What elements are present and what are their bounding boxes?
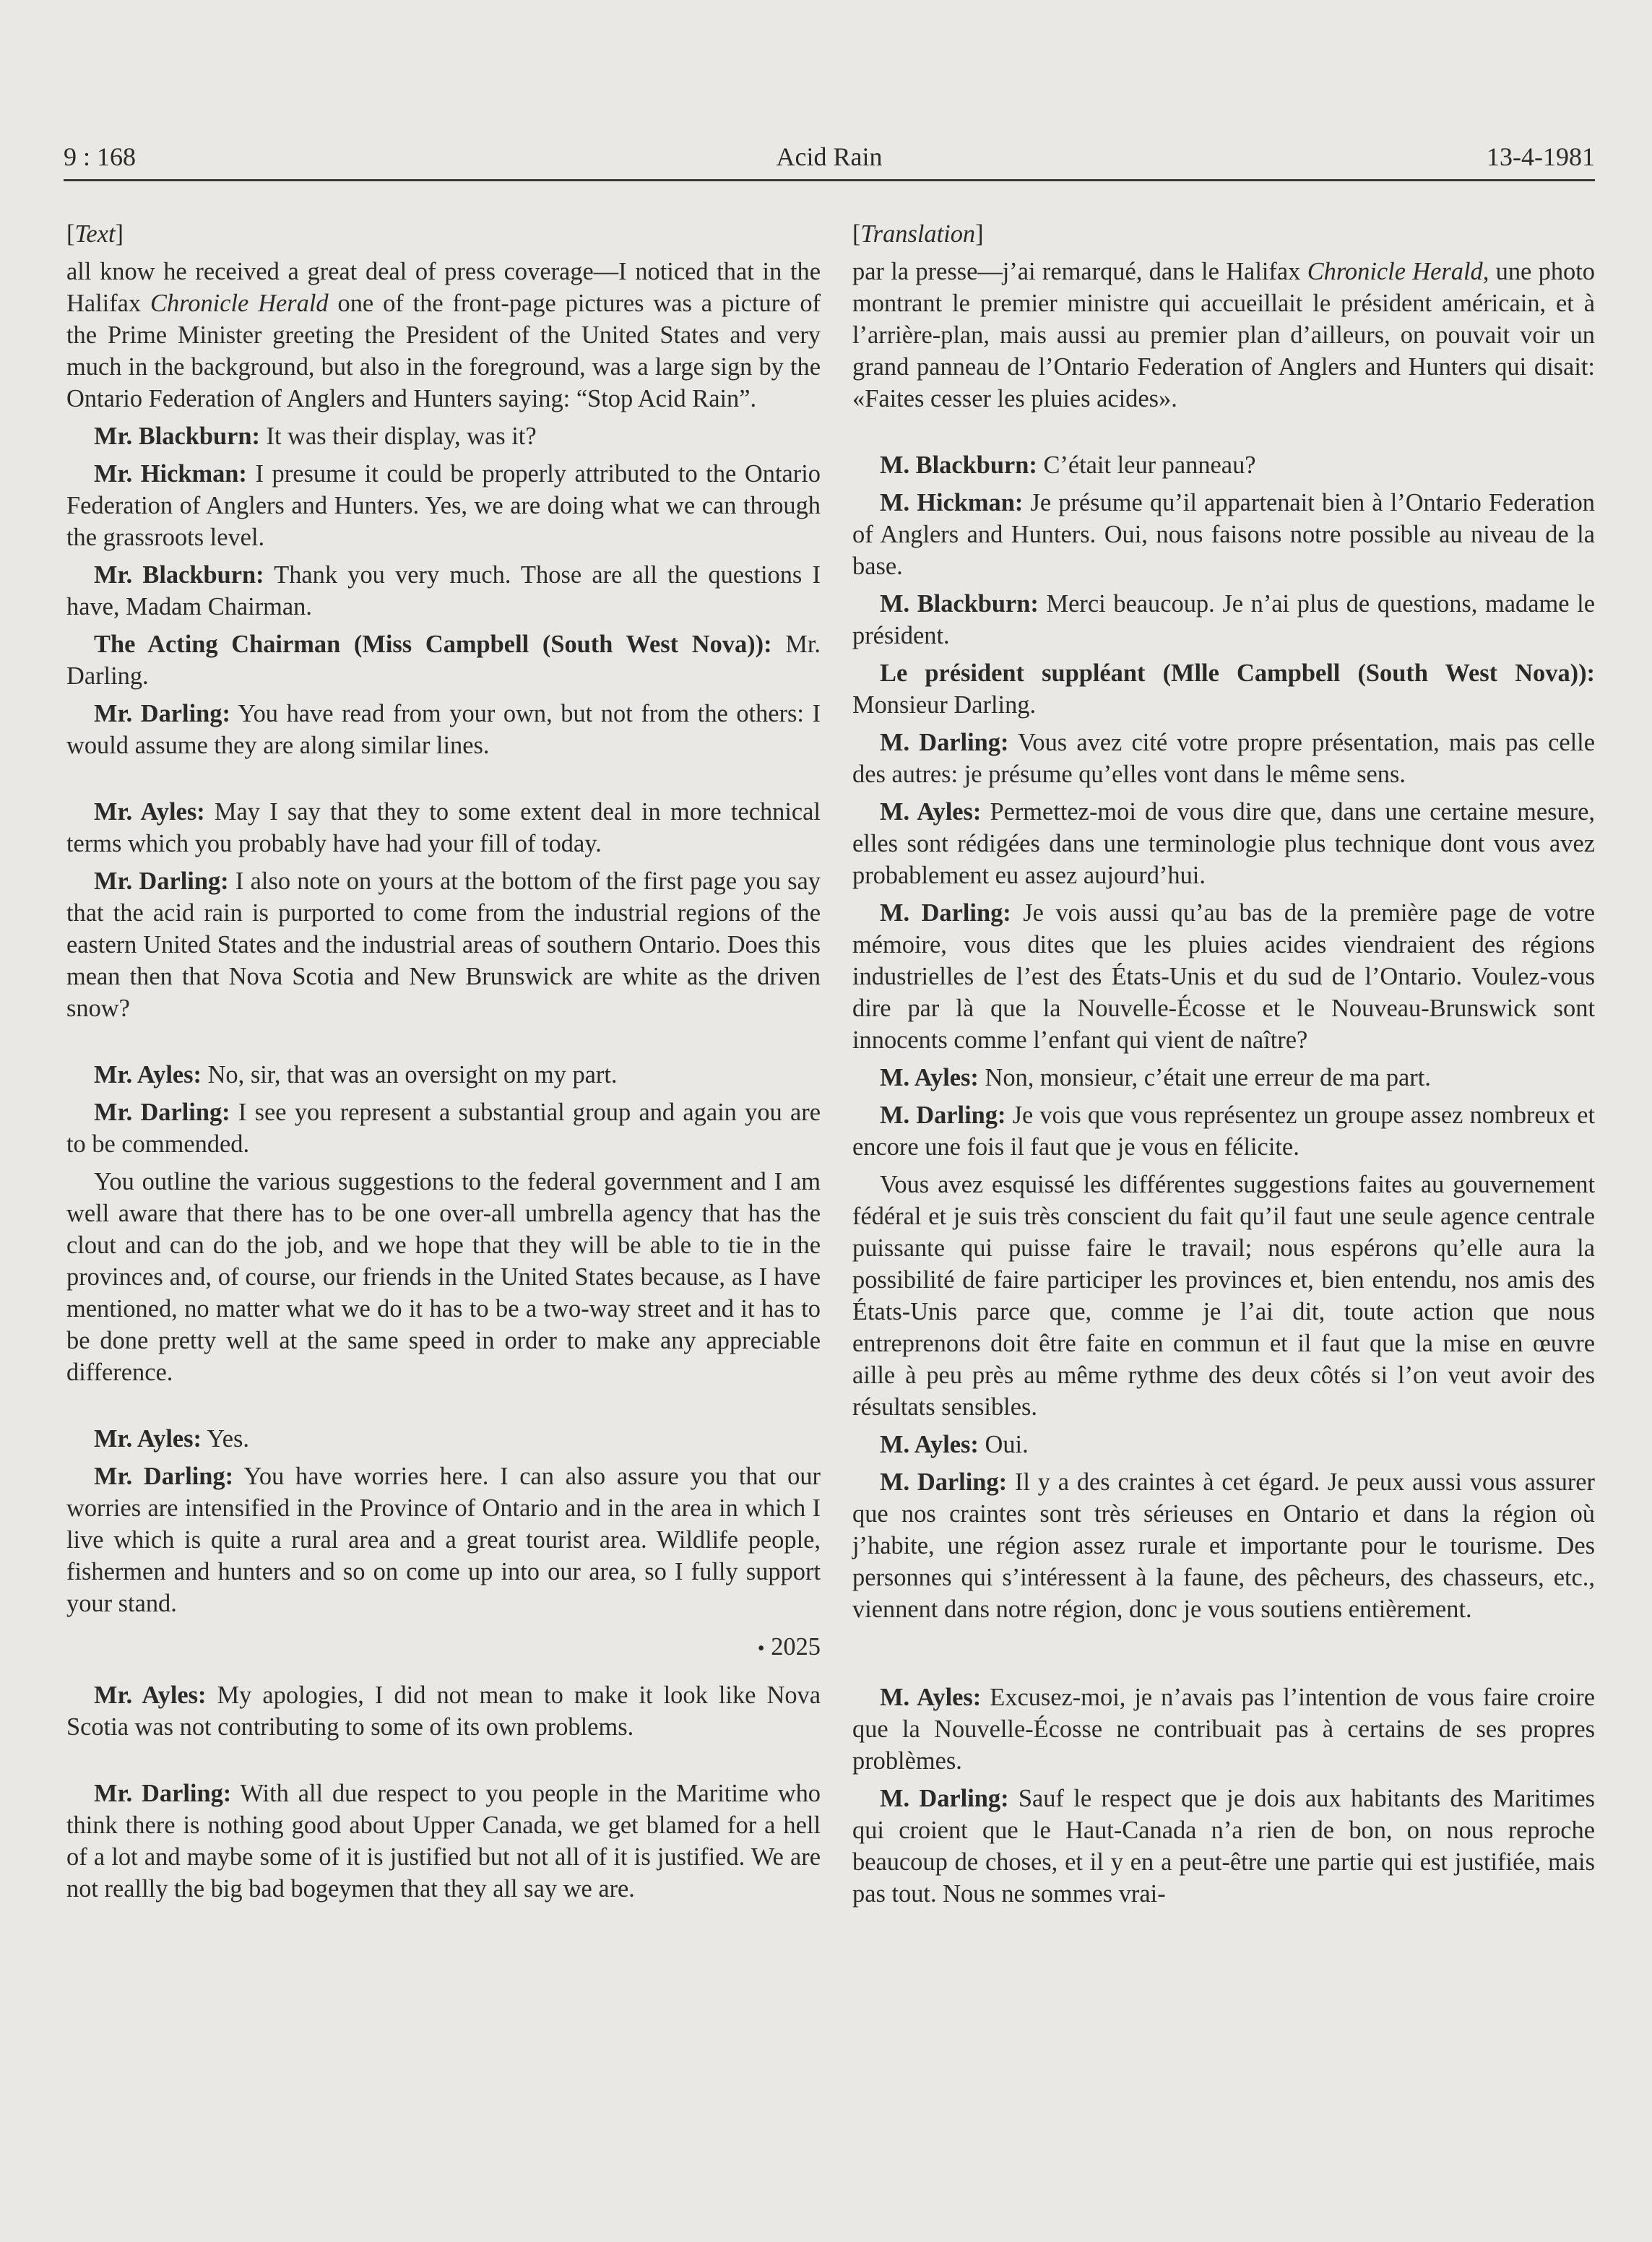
page-number: 9 : 168 <box>64 142 137 171</box>
newspaper-name: Chronicle Herald, <box>1307 258 1489 285</box>
speech-paragraph <box>66 1778 821 1905</box>
speaker-name: M. Ayles: <box>880 1684 982 1711</box>
speech-paragraph <box>852 449 1595 481</box>
page-title: Acid Rain <box>776 142 883 171</box>
time-value: 2025 <box>771 1633 821 1661</box>
speaker-name: M. Ayles: <box>880 798 982 826</box>
paragraph-text: one of the front-page pictures was a picture of the Prime Minister greeting the President of the United States and very much in the background, but also in the foreground, was a large sign by the Ontario Federation of Anglers and Hunters saying: “Stop Acid Rain”. <box>66 290 821 412</box>
speech-text: Vous avez cité votre propre présentation, mais pas celle des autres: je présume qu’elles vont dans le même sens. <box>852 729 1595 788</box>
speaker-name: M. Darling: <box>880 1101 1006 1129</box>
speech-paragraph <box>852 1429 1595 1460</box>
speech-paragraph <box>852 897 1595 1056</box>
running-header <box>64 142 1595 181</box>
speech-paragraph <box>852 796 1595 891</box>
speech-text: Permettez-moi de vous dire que, dans une certaine mesure, elles sont rédigées dans une terminologie plus technique dont vous avez probablement eu assez aujourd’hui. <box>852 798 1596 889</box>
speech-paragraph <box>66 1096 821 1160</box>
speaker-name: Mr. Blackburn: <box>94 423 260 450</box>
paragraph <box>66 256 821 415</box>
speaker-name: M. Ayles: <box>880 1431 979 1458</box>
speaker-name: M. Hickman: <box>880 489 1024 516</box>
speech-text: Je vois aussi qu’au bas de la première page de votre mémoire, vous dites que les pluies acides viendraient des régions industrielles de l’est des États-Unis et du sud de l’Ontario. Voulez-vous dire par là que la Nouvelle-Écosse et le Nouveau-Brunswick sont innocents comme l’enfant qui vient de naître? <box>852 899 1595 1054</box>
spacer <box>66 767 821 796</box>
speech-paragraph <box>852 657 1595 721</box>
speech-text: Yes. <box>202 1425 249 1453</box>
speech-paragraph <box>852 1466 1595 1625</box>
speech-text: You have worries here. I can also assure you that our worries are intensified in the Province of Ontario and in the area in which I live which is quite a rural area and a great tourist area. Wildlife people, fishermen and hunters and so on come up into our area, so I fully support your stand. <box>66 1463 821 1617</box>
speech-text: My apologies, I did not mean to make it look like Nova Scotia was not contributing to some of its own problems. <box>66 1682 821 1741</box>
spacer <box>66 1394 821 1423</box>
paragraph-text: par la presse—j’ai remarqué, dans le Halifax <box>852 258 1307 285</box>
paragraph-text: all know he received a great deal of press coverage—I noticed that in the Halifax <box>66 258 821 317</box>
speech-paragraph <box>852 727 1595 790</box>
time-marker <box>66 1631 821 1665</box>
speaker-name: Mr. Darling: <box>94 700 230 727</box>
speech-text: Sauf le respect que je dois aux habitants des Maritimes qui croient que le Haut-Canada n’a rien de bon, on nous reproche beaucoup de choses, et il y en a peut-être une partie qui est justifiée, mais pas tout. Nous ne sommes vrai- <box>852 1785 1595 1908</box>
speaker-name: M. Darling: <box>880 1785 1009 1812</box>
speaker-name: Mr. Blackburn: <box>94 561 264 589</box>
speech-text: Oui. <box>978 1431 1029 1458</box>
paragraph: Vous avez esquissé les différentes suggestions faites au gouvernement fédéral et je suis très conscient du fait qu’il faut une seule agence centrale puissante qui puisse faire le travail; nous espérons qu’elle aura la possibilité de faire participer les provinces et, bien entendu, nos amis des États-Unis parce que, comme je l’ai dit, toute action que nous entreprenons doit être faite en commun et il faut que la mise en œuvre aille à peu près au même rythme des deux côtés si l’on veut avoir des résultats sensibles. <box>852 1171 1595 1421</box>
spacer <box>852 1631 1595 1682</box>
speaker-name: Mr. Darling: <box>94 1099 230 1126</box>
paragraph: You outline the various suggestions to the federal government and I am well aware that there has to be one over-all umbrella agency that has the clout and can do the job, and we hope that they will be able to tie in the provinces and, of course, our friends in the United States because, as I have mentioned, no matter what we do it has to be a two-way street and it has to be done pretty well at the same speed in order to make any appreciable difference. <box>66 1168 821 1386</box>
speaker-name: Mr. Hickman: <box>94 460 247 488</box>
speaker-name: Mr. Darling: <box>94 867 229 895</box>
speech-paragraph <box>66 698 821 761</box>
speech-paragraph <box>66 865 821 1024</box>
speech-text: I presume it could be properly attributed to the Ontario Federation of Anglers and Hunters. Yes, we are doing what we can through the grassroots level. <box>66 460 821 551</box>
speech-text: Merci beaucoup. Je n’ai plus de questions, madame le président. <box>852 590 1595 649</box>
speaker-name: Mr. Ayles: <box>94 798 205 826</box>
speech-paragraph <box>852 588 1595 652</box>
speech-text: It was their display, was it? <box>259 423 537 450</box>
spacer <box>66 1749 821 1778</box>
speech-paragraph <box>66 420 821 452</box>
speech-paragraph <box>66 1679 821 1743</box>
paragraph-text: une photo montrant le premier ministre qui accueillait le président américain, et à l’arrière-plan, mais aussi au premier plan d’ailleurs, on pouvait voir un grand panneau de l’Ontario Federation of Anglers and Hunters qui disait: «Faites cesser les pluies acides». <box>852 258 1595 412</box>
speaker-name: Mr. Ayles: <box>94 1425 202 1453</box>
speech-text: Je vois que vous représentez un groupe assez nombreux et encore une fois il faut que je vous en félicite. <box>852 1101 1596 1161</box>
column-tag-label: Translation <box>860 220 976 248</box>
speaker-name: Mr. Darling: <box>94 1463 234 1490</box>
speech-text: You have read from your own, but not from the others: I would assume they are along similar lines. <box>66 700 821 759</box>
column-tag: [Translation] <box>852 220 984 248</box>
speech-paragraph <box>852 1783 1595 1910</box>
paragraph <box>852 256 1595 415</box>
speech-paragraph <box>66 458 821 553</box>
speech-text: C’était leur panneau? <box>1037 451 1256 479</box>
speech-paragraph <box>66 628 821 692</box>
speech-text: Il y a des craintes à cet égard. Je peux aussi vous assurer que nos craintes sont très sérieuses en Ontario et dans la région où j’habite, une région assez rurale et importante pour le tourisme. Des personnes qui s’intéressent à la faune, des pêcheurs, des chasseurs, etc., viennent dans notre région, donc je vous soutiens entièrement. <box>852 1468 1595 1623</box>
bullet-icon: • <box>757 1637 765 1660</box>
french-column <box>852 218 1595 1916</box>
speaker-name: M. Blackburn: <box>880 590 1039 618</box>
speech-text: Excusez-moi, je n’avais pas l’intention de vous faire croire que la Nouvelle-Écosse ne contribuait pas à certains de ses propres problèmes. <box>852 1684 1595 1775</box>
speaker-name: M. Darling: <box>880 1468 1008 1496</box>
speech-paragraph <box>66 1423 821 1455</box>
speech-paragraph <box>66 1059 821 1091</box>
speech-text: I see you represent a substantial group and again you are to be commended. <box>66 1099 821 1158</box>
speaker-name: Mr. Ayles: <box>94 1061 202 1088</box>
speaker-name: M. Darling: <box>880 899 1011 927</box>
newspaper-name: Chronicle Herald <box>150 290 329 317</box>
speech-text: With all due respect to you people in the Maritime who think there is nothing good about Upper Canada, we get blamed for a hell of a lot and maybe some of it is justified but not all of it is justified. We are not reallly the big bad bogeymen that they all say we are. <box>66 1780 821 1903</box>
speech-text: I also note on yours at the bottom of the first page you say that the acid rain is purported to come from the industrial regions of the eastern United States and the industrial areas of southern Ontario. Does this mean then that Nova Scotia and New Brunswick are white as the driven snow? <box>66 867 821 1022</box>
column-tag-label: Text <box>74 220 116 248</box>
column-tag: [Text] <box>66 220 124 248</box>
speech-paragraph <box>852 1099 1595 1163</box>
speech-paragraph <box>66 559 821 623</box>
speaker-name: M. Ayles: <box>880 1064 979 1091</box>
speech-paragraph <box>66 1460 821 1619</box>
speech-text: May I say that they to some extent deal in more technical terms which you probably have had your fill of today. <box>66 798 821 857</box>
speaker-name: M. Blackburn: <box>880 451 1037 479</box>
spacer <box>852 420 1595 449</box>
speaker-name: M. Darling: <box>880 729 1009 756</box>
speech-paragraph <box>852 1062 1595 1094</box>
speech-text: Non, monsieur, c’était une erreur de ma part. <box>978 1064 1431 1091</box>
speech-text: Je présume qu’il appartenait bien à l’Ontario Federation of Anglers and Hunters. Oui, nous faisons notre possible au niveau de la base. <box>852 489 1595 580</box>
speech-paragraph <box>852 487 1595 582</box>
speaker-name: Le président suppléant (Mlle Campbell (South West Nova)): <box>880 659 1595 687</box>
spacer <box>66 1030 821 1059</box>
speaker-name: Mr. Ayles: <box>94 1682 207 1709</box>
speech-text: Monsieur Darling. <box>852 691 1037 719</box>
speech-paragraph <box>66 796 821 860</box>
speech-paragraph <box>852 1682 1595 1777</box>
english-column <box>66 218 821 1910</box>
page-date: 13-4-1981 <box>1487 142 1595 171</box>
speech-text: Thank you very much. Those are all the questions I have, Madam Chairman. <box>66 561 821 620</box>
speech-text: Mr. Darling. <box>66 631 821 690</box>
speaker-name: The Acting Chairman (Miss Campbell (South West Nova)): <box>94 631 772 658</box>
speech-text: No, sir, that was an oversight on my part. <box>202 1061 618 1088</box>
speaker-name: Mr. Darling: <box>94 1780 232 1807</box>
